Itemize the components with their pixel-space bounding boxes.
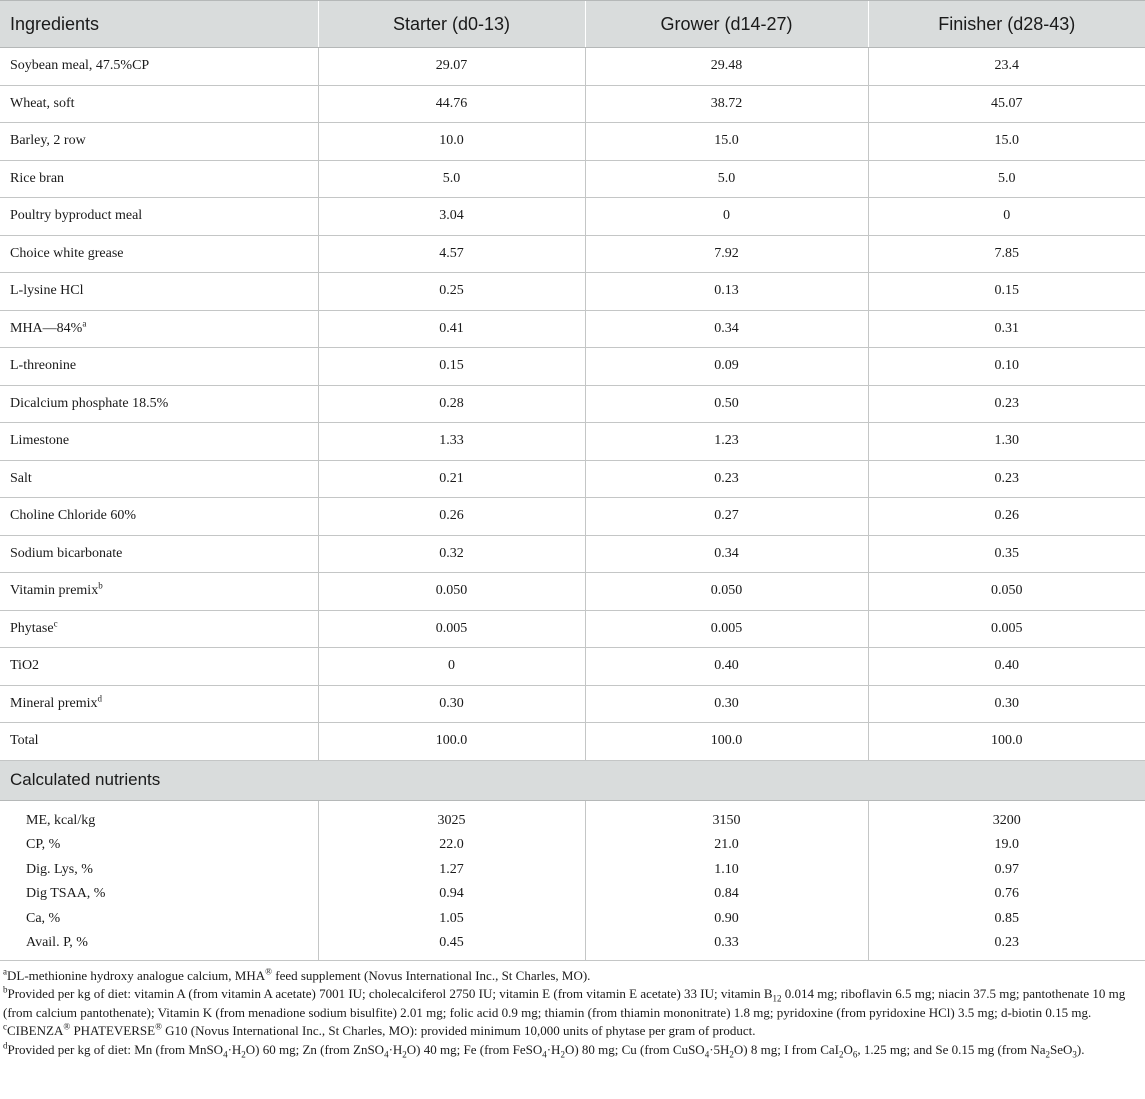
footnote-subscript: 6 <box>852 1049 858 1060</box>
grower-nutrient-value-cell: 0.90 <box>585 907 868 932</box>
footnote-text: G10 (Novus International Inc., St Charles, MO): provided minimum 10,000 units of phytase per gram of product. <box>161 1023 756 1038</box>
ingredient-name-cell <box>0 348 318 386</box>
grower-value-cell: 15.0 <box>585 123 868 161</box>
footnote-c <box>3 1022 1141 1041</box>
footnote-text: feed supplement (Novus International Inc., St Charles, MO). <box>271 967 591 983</box>
ingredient-name-cell <box>0 273 318 311</box>
finisher-value-cell: 0.23 <box>868 460 1145 498</box>
footnote-text: CIBENZA <box>7 1023 64 1038</box>
footnote-subscript: 4 <box>223 1049 228 1060</box>
ingredient-name: L-threonine <box>10 358 77 374</box>
footnote-subscript: 2 <box>729 1049 734 1060</box>
table-row <box>0 310 1145 348</box>
nutrient-rows <box>0 800 1145 960</box>
footnote-text: ). <box>1076 1041 1085 1057</box>
starter-nutrient-value-cell: 0.94 <box>318 882 585 907</box>
footnote-text: Provided per kg of diet: vitamin A (from vitamin A acetate) 7001 IU; cholecalciferol 2750 IU; vitamin E (from vitamin E acetate) 33 IU; vitamin B <box>7 986 773 1001</box>
footnote-text: O) 60 mg; Zn (from ZnSO <box>245 1041 385 1057</box>
ingredient-name: Poultry byproduct meal <box>10 208 143 224</box>
finisher-value-cell: 23.4 <box>868 48 1145 86</box>
starter-value-cell: 0.21 <box>318 460 585 498</box>
grower-value-cell: 0.40 <box>585 648 868 686</box>
ingredient-name-cell <box>0 85 318 123</box>
nutrient-name-cell: CP, % <box>26 837 61 853</box>
table-row <box>0 423 1145 461</box>
nutrient-name-cell: Dig TSAA, % <box>26 886 106 902</box>
grower-nutrient-value-cell: 0.33 <box>585 931 868 960</box>
finisher-value-cell: 0.30 <box>868 685 1145 723</box>
ingredient-name-cell <box>0 610 318 648</box>
finisher-nutrient-value-cell: 0.23 <box>868 931 1145 960</box>
footnote-mark: d <box>97 693 102 704</box>
finisher-value-cell: 45.07 <box>868 85 1145 123</box>
starter-value-cell: 0.005 <box>318 610 585 648</box>
starter-value-cell: 0 <box>318 648 585 686</box>
footnote-subscript: 2 <box>838 1049 844 1060</box>
registered-mark: ® <box>265 966 272 977</box>
ingredient-name: Choline Chloride 60% <box>10 508 136 524</box>
ingredient-name-cell <box>0 235 318 273</box>
grower-value-cell: 0.34 <box>585 535 868 573</box>
ingredient-name-cell <box>0 573 318 611</box>
footnote-text: ·5H <box>709 1041 730 1057</box>
registered-mark: ® <box>155 1021 162 1032</box>
grower-value-cell: 1.23 <box>585 423 868 461</box>
section-header-row <box>0 760 1145 800</box>
table-row <box>0 48 1145 86</box>
footnote-text: ·H <box>227 1041 242 1057</box>
footnote-subscript: 2 <box>241 1049 246 1060</box>
starter-value-cell: 4.57 <box>318 235 585 273</box>
nutrient-row <box>0 833 1145 858</box>
table-row <box>0 573 1145 611</box>
grower-value-cell: 0.34 <box>585 310 868 348</box>
footnote-mark: d <box>3 1040 8 1051</box>
finisher-nutrient-value-cell: 3200 <box>868 800 1145 833</box>
finisher-value-cell: 0 <box>868 198 1145 236</box>
finisher-value-cell: 0.005 <box>868 610 1145 648</box>
ingredient-name: MHA—84% <box>10 320 83 336</box>
finisher-value-cell: 0.40 <box>868 648 1145 686</box>
finisher-value-cell: 100.0 <box>868 723 1145 761</box>
ingredient-name: Phytase <box>10 620 54 636</box>
ingredient-rows <box>0 48 1145 761</box>
footnote-mark: a <box>82 318 87 329</box>
starter-value-cell: 0.28 <box>318 385 585 423</box>
ingredient-name: Total <box>10 733 39 749</box>
starter-value-cell: 1.33 <box>318 423 585 461</box>
footnote-d <box>3 1041 1141 1060</box>
nutrient-row <box>0 882 1145 907</box>
starter-value-cell: 100.0 <box>318 723 585 761</box>
ingredient-name-cell <box>0 685 318 723</box>
footnote-text: O) 40 mg; Fe (from FeSO <box>406 1041 543 1057</box>
finisher-value-cell: 5.0 <box>868 160 1145 198</box>
starter-nutrient-value-cell: 1.05 <box>318 907 585 932</box>
starter-nutrient-value-cell: 22.0 <box>318 833 585 858</box>
footnote-mark: b <box>3 984 8 995</box>
table-row <box>0 235 1145 273</box>
ingredient-name: Mineral premix <box>10 695 98 711</box>
table-row <box>0 385 1145 423</box>
nutrient-row <box>0 931 1145 960</box>
footnote-subscript: 2 <box>1045 1049 1050 1060</box>
footnote-text: , 1.25 mg; and Se 0.15 mg (from Na <box>857 1041 1046 1057</box>
footnote-mark: a <box>3 966 7 977</box>
ingredient-name: Soybean meal, 47.5%CP <box>10 58 150 74</box>
starter-nutrient-value-cell: 3025 <box>318 800 585 833</box>
finisher-value-cell: 15.0 <box>868 123 1145 161</box>
table-row <box>0 610 1145 648</box>
nutrient-name-cell: Ca, % <box>26 910 61 926</box>
ingredient-name: Dicalcium phosphate 18.5% <box>10 395 169 411</box>
grower-value-cell: 7.92 <box>585 235 868 273</box>
table-row <box>0 160 1145 198</box>
grower-value-cell: 29.48 <box>585 48 868 86</box>
finisher-nutrient-value-cell: 0.85 <box>868 907 1145 932</box>
starter-nutrient-value-cell: 0.45 <box>318 931 585 960</box>
table-row <box>0 460 1145 498</box>
starter-value-cell: 44.76 <box>318 85 585 123</box>
ingredient-name: Limestone <box>10 433 70 449</box>
ingredient-name: Barley, 2 row <box>10 133 86 149</box>
footnote-subscript: 3 <box>1072 1049 1077 1060</box>
grower-value-cell: 0.30 <box>585 685 868 723</box>
starter-value-cell: 0.15 <box>318 348 585 386</box>
nutrient-name-cell: ME, kcal/kg <box>26 812 96 828</box>
ingredient-name: Vitamin premix <box>10 583 99 599</box>
table-header-row <box>0 1 1145 48</box>
column-header-ingredients: Ingredients <box>0 1 318 48</box>
table-row <box>0 198 1145 236</box>
table-row <box>0 685 1145 723</box>
nutrient-name-cell: Avail. P, % <box>0 931 318 960</box>
finisher-nutrient-value-cell: 0.76 <box>868 882 1145 907</box>
footnote-text: SeO <box>1049 1041 1073 1057</box>
footnote-text: ·H <box>546 1041 561 1057</box>
ingredient-name-cell <box>0 535 318 573</box>
grower-value-cell: 0.13 <box>585 273 868 311</box>
nutrient-name-cell: Dig. Lys, % <box>26 861 93 877</box>
ingredient-name-cell <box>0 160 318 198</box>
footnote-mark: c <box>3 1021 7 1032</box>
footnote-text: O) 80 mg; Cu (from CuSO <box>564 1041 705 1057</box>
ingredient-name: Choice white grease <box>10 245 124 261</box>
ingredient-name-cell <box>0 648 318 686</box>
footnote-subscript: 12 <box>772 993 782 1004</box>
grower-value-cell: 0.050 <box>585 573 868 611</box>
table-row <box>0 723 1145 761</box>
finisher-value-cell: 1.30 <box>868 423 1145 461</box>
table-row <box>0 535 1145 573</box>
table-row <box>0 123 1145 161</box>
nutrient-row <box>0 800 1145 833</box>
column-header-starter: Starter (d0-13) <box>318 1 585 48</box>
grower-value-cell: 0.50 <box>585 385 868 423</box>
finisher-value-cell: 0.26 <box>868 498 1145 536</box>
grower-nutrient-value-cell: 1.10 <box>585 858 868 883</box>
ingredient-name-cell <box>0 460 318 498</box>
ingredient-name-cell <box>0 423 318 461</box>
finisher-value-cell: 0.23 <box>868 385 1145 423</box>
starter-value-cell: 29.07 <box>318 48 585 86</box>
ingredient-name-cell <box>0 723 318 761</box>
starter-value-cell: 0.25 <box>318 273 585 311</box>
section-header-calculated-nutrients: Calculated nutrients <box>0 760 1145 800</box>
finisher-value-cell: 7.85 <box>868 235 1145 273</box>
ingredient-name: L-lysine HCl <box>10 283 84 299</box>
ingredient-name-cell <box>0 123 318 161</box>
grower-value-cell: 0.23 <box>585 460 868 498</box>
footnote-subscript: 4 <box>542 1049 547 1060</box>
grower-value-cell: 100.0 <box>585 723 868 761</box>
finisher-value-cell: 0.31 <box>868 310 1145 348</box>
grower-value-cell: 0 <box>585 198 868 236</box>
footnote-b <box>3 985 1141 1022</box>
footnote-subscript: 4 <box>384 1049 389 1060</box>
grower-nutrient-value-cell: 3150 <box>585 800 868 833</box>
ingredient-name-cell <box>0 498 318 536</box>
ingredient-name-cell <box>0 198 318 236</box>
registered-mark: ® <box>63 1021 71 1032</box>
starter-value-cell: 10.0 <box>318 123 585 161</box>
grower-value-cell: 0.09 <box>585 348 868 386</box>
ingredient-name: TiO2 <box>10 658 40 674</box>
table-row <box>0 648 1145 686</box>
footnote-subscript: 2 <box>402 1049 407 1060</box>
footnotes <box>0 961 1145 1060</box>
footnote-text: O) 8 mg; I from CaI <box>733 1041 839 1057</box>
starter-value-cell: 0.32 <box>318 535 585 573</box>
table-row <box>0 273 1145 311</box>
table-row <box>0 348 1145 386</box>
finisher-value-cell: 0.050 <box>868 573 1145 611</box>
ingredient-name: Salt <box>10 470 32 486</box>
starter-value-cell: 3.04 <box>318 198 585 236</box>
finisher-value-cell: 0.35 <box>868 535 1145 573</box>
starter-value-cell: 0.26 <box>318 498 585 536</box>
ingredient-name-cell <box>0 310 318 348</box>
ingredient-name-cell <box>0 48 318 86</box>
ingredient-name: Sodium bicarbonate <box>10 545 123 561</box>
grower-value-cell: 0.005 <box>585 610 868 648</box>
ingredient-name-cell <box>0 385 318 423</box>
nutrient-row <box>0 907 1145 932</box>
table-row <box>0 85 1145 123</box>
finisher-nutrient-value-cell: 0.97 <box>868 858 1145 883</box>
footnote-mark: c <box>53 618 58 629</box>
table-row <box>0 498 1145 536</box>
footnote-text: PHATEVERSE <box>70 1023 156 1038</box>
footnote-text: ·H <box>388 1041 403 1057</box>
nutrient-row <box>0 858 1145 883</box>
footnote-subscript: 2 <box>560 1049 565 1060</box>
footnote-text: O <box>843 1041 853 1057</box>
finisher-nutrient-value-cell: 19.0 <box>868 833 1145 858</box>
footnote-mark: b <box>98 580 103 591</box>
finisher-value-cell: 0.15 <box>868 273 1145 311</box>
starter-value-cell: 0.30 <box>318 685 585 723</box>
grower-nutrient-value-cell: 0.84 <box>585 882 868 907</box>
ingredient-name: Rice bran <box>10 170 65 186</box>
starter-value-cell: 0.41 <box>318 310 585 348</box>
ingredient-name: Wheat, soft <box>10 95 75 111</box>
column-header-grower: Grower (d14-27) <box>585 1 868 48</box>
footnote-subscript: 4 <box>704 1049 710 1060</box>
grower-value-cell: 0.27 <box>585 498 868 536</box>
grower-value-cell: 38.72 <box>585 85 868 123</box>
footnote-text: 0.014 mg; riboflavin 6.5 mg; niacin 37.5 mg; pantothenate 10 mg (from calcium pantothenate); Vitamin K (from menadione sodium bisulfite) 2.01 mg; folic acid 0.9 mg; thiamin (from thiamin mononitrate) 1.8 mg; pyridoxine (from pyridoxine HCl) 3.5 mg; d-biotin 0.15 mg. <box>3 986 1126 1020</box>
column-header-finisher: Finisher (d28-43) <box>868 1 1145 48</box>
footnote-text: DL-methionine hydroxy analogue calcium, MHA <box>7 967 266 983</box>
starter-value-cell: 0.050 <box>318 573 585 611</box>
starter-nutrient-value-cell: 1.27 <box>318 858 585 883</box>
grower-nutrient-value-cell: 21.0 <box>585 833 868 858</box>
starter-value-cell: 5.0 <box>318 160 585 198</box>
footnote-a <box>3 967 1141 986</box>
footnote-text: Provided per kg of diet: Mn (from MnSO <box>7 1041 224 1057</box>
finisher-value-cell: 0.10 <box>868 348 1145 386</box>
grower-value-cell: 5.0 <box>585 160 868 198</box>
